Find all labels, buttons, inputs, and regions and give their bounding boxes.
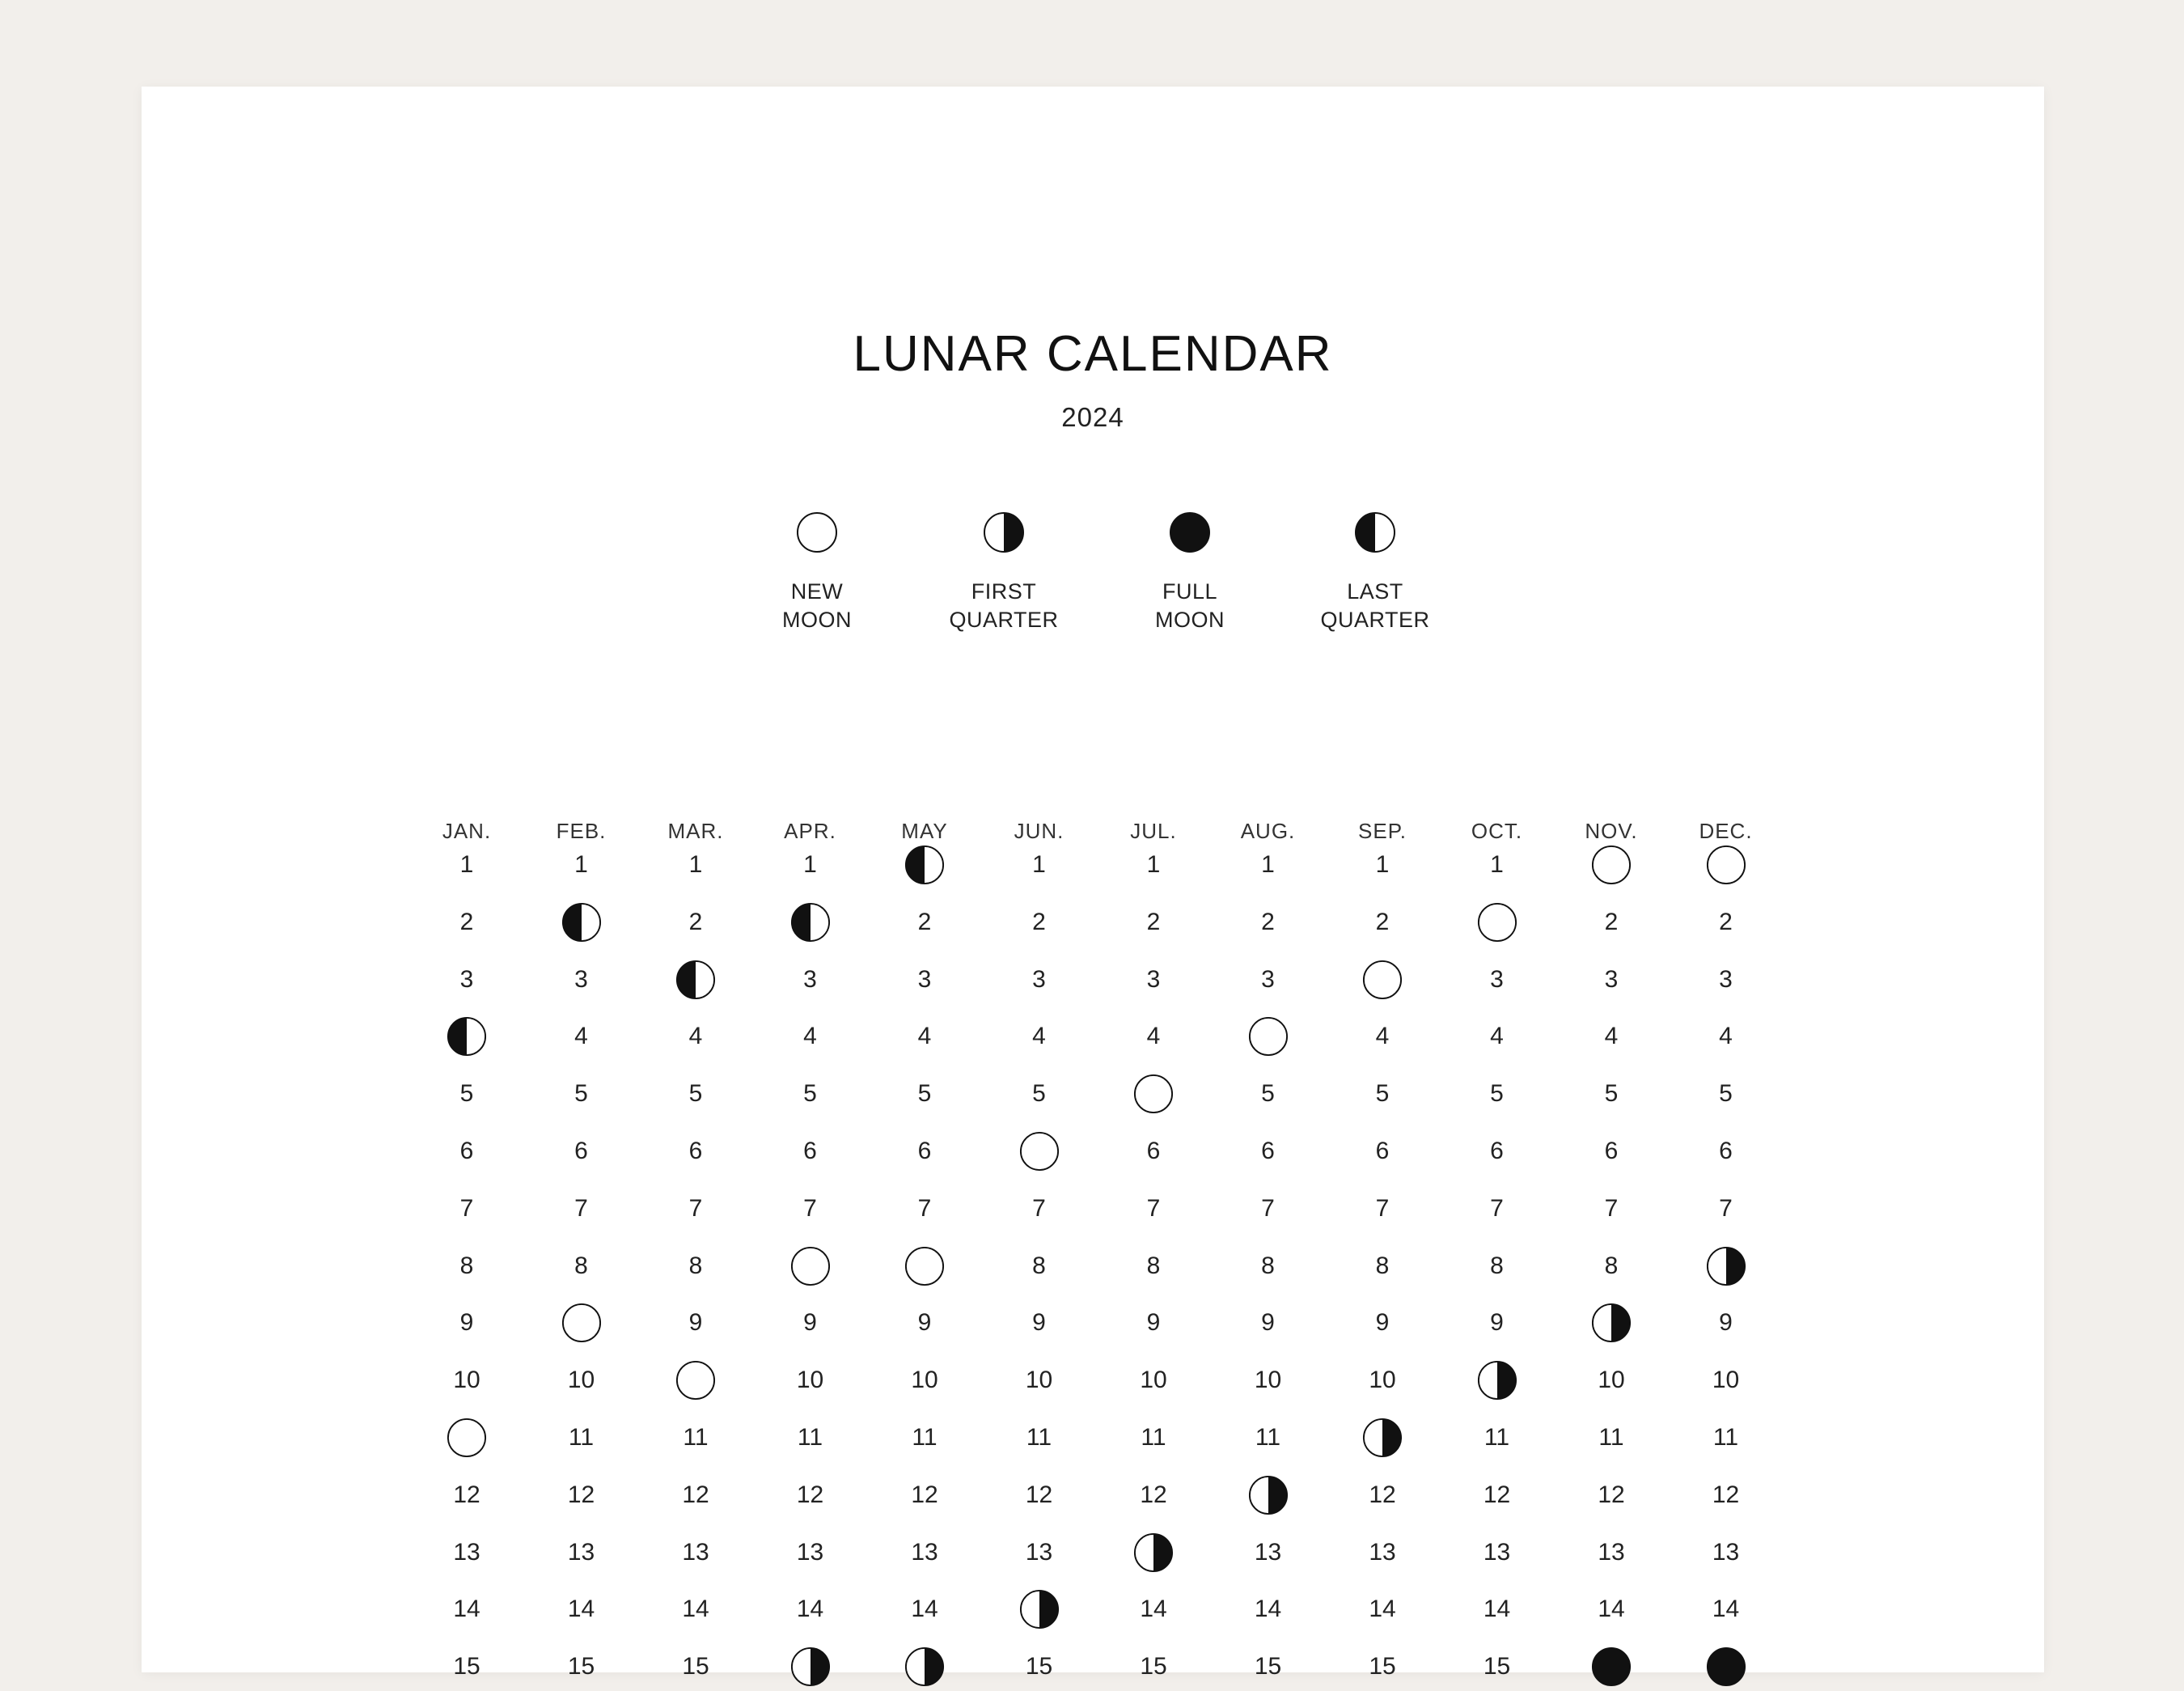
day-cell: 6	[1719, 1138, 1733, 1164]
first-moon-icon	[904, 1646, 945, 1687]
day-cell: 12	[1369, 1481, 1396, 1508]
day-cell: 15	[567, 1653, 595, 1680]
day-cell: 13	[567, 1538, 595, 1566]
day-cell: 2	[1719, 908, 1733, 935]
day-cell	[1670, 1242, 1783, 1290]
day-cell: 1	[574, 851, 588, 878]
day-cell: 1	[1490, 851, 1504, 878]
new-moon-icon	[790, 1246, 831, 1286]
day-cell: 10	[911, 1367, 938, 1394]
day-cell: 7	[1490, 1194, 1504, 1222]
day-cell: 14	[1598, 1596, 1625, 1623]
day-cell: 13	[1369, 1538, 1396, 1566]
day-cell: 5	[917, 1080, 932, 1108]
day-cell: 9	[803, 1309, 817, 1337]
full-moon-icon	[1591, 1646, 1632, 1687]
day-cell: 2	[1261, 908, 1275, 935]
day-cell: 9	[1719, 1309, 1733, 1337]
day-cell: 6	[1146, 1138, 1161, 1164]
day-cell: 6	[917, 1138, 932, 1164]
day-cell: 9	[1261, 1309, 1275, 1337]
day-cell: 11	[1598, 1424, 1624, 1451]
day-cell: 3	[1604, 965, 1619, 993]
day-cell: 7	[1719, 1194, 1733, 1222]
day-cell: 11	[1141, 1424, 1166, 1451]
day-cell: 5	[1375, 1080, 1390, 1108]
day-cell: 7	[574, 1194, 588, 1222]
month-header: OCT.	[1471, 819, 1523, 843]
day-cell: 5	[1032, 1080, 1046, 1108]
day-cell	[1555, 1299, 1668, 1347]
day-cell: 1	[459, 851, 474, 878]
day-cell	[525, 1299, 638, 1347]
day-cell: 7	[459, 1194, 474, 1222]
new-moon-icon	[1019, 1131, 1060, 1172]
day-cell: 12	[682, 1481, 709, 1508]
day-cell: 6	[1490, 1138, 1504, 1164]
day-cell: 3	[1146, 965, 1161, 993]
day-cell	[1670, 1642, 1783, 1691]
month-header: JUN.	[1014, 819, 1064, 843]
day-cell	[1212, 1471, 1325, 1519]
day-cell: 1	[1375, 851, 1390, 878]
day-cell: 2	[459, 908, 474, 935]
day-cell: 7	[688, 1194, 703, 1222]
day-cell	[410, 1413, 523, 1462]
new-moon-icon	[447, 1418, 487, 1458]
legend-label: FULL MOON	[1155, 579, 1225, 632]
day-cell: 8	[1032, 1252, 1046, 1279]
day-cell: 11	[912, 1424, 938, 1451]
day-cell: 15	[1254, 1653, 1282, 1680]
day-cell: 9	[1146, 1309, 1161, 1337]
day-cell: 2	[688, 908, 703, 935]
last-moon-icon	[675, 960, 716, 1000]
day-cell: 12	[1712, 1481, 1740, 1508]
day-cell	[1555, 1642, 1668, 1691]
day-cell: 14	[796, 1596, 824, 1623]
day-cell: 4	[803, 1023, 817, 1050]
day-cell: 12	[911, 1481, 938, 1508]
day-cell: 12	[1140, 1481, 1167, 1508]
day-cell: 10	[1712, 1367, 1740, 1394]
day-cell: 5	[1490, 1080, 1504, 1108]
day-cell: 5	[803, 1080, 817, 1108]
day-cell: 13	[1483, 1538, 1511, 1566]
day-cell	[639, 1356, 752, 1405]
day-cell: 12	[1598, 1481, 1625, 1508]
day-cell: 11	[1484, 1424, 1510, 1451]
day-cell: 7	[1146, 1194, 1161, 1222]
day-cell: 4	[1146, 1023, 1161, 1050]
day-cell: 6	[803, 1138, 817, 1164]
month-header: APR.	[784, 819, 836, 843]
day-cell: 11	[683, 1424, 709, 1451]
day-cell: 5	[1604, 1080, 1619, 1108]
day-cell: 13	[911, 1538, 938, 1566]
day-cell: 11	[797, 1424, 823, 1451]
day-cell: 2	[1375, 908, 1390, 935]
new-moon-icon	[904, 1246, 945, 1286]
full-moon-icon	[1706, 1646, 1746, 1687]
day-cell: 1	[1146, 851, 1161, 878]
day-cell: 2	[917, 908, 932, 935]
day-cell: 4	[1604, 1023, 1619, 1050]
day-cell: 7	[1375, 1194, 1390, 1222]
day-cell: 6	[1261, 1138, 1275, 1164]
calendar-sheet	[142, 87, 2044, 1680]
day-cell: 14	[1254, 1596, 1282, 1623]
day-cell: 14	[1712, 1596, 1740, 1623]
day-cell: 10	[1025, 1367, 1053, 1394]
day-cell: 12	[796, 1481, 824, 1508]
day-cell: 9	[688, 1309, 703, 1337]
day-cell: 3	[1032, 965, 1046, 993]
month-header: JUL.	[1130, 819, 1177, 843]
first-moon-icon	[1133, 1532, 1174, 1573]
last-moon-icon	[904, 845, 945, 885]
day-cell: 5	[1719, 1080, 1733, 1108]
day-cell	[868, 1242, 981, 1290]
day-cell: 8	[459, 1252, 474, 1279]
day-cell: 4	[917, 1023, 932, 1050]
month-header: AUG.	[1240, 819, 1296, 843]
legend-label: LAST QUARTER	[1320, 579, 1430, 632]
page-title: LUNAR CALENDAR	[853, 326, 1333, 382]
day-cell: 14	[1369, 1596, 1396, 1623]
day-cell: 15	[453, 1653, 480, 1680]
day-cell: 10	[1369, 1367, 1396, 1394]
day-cell: 8	[1490, 1252, 1504, 1279]
day-cell: 10	[796, 1367, 824, 1394]
day-cell: 1	[1261, 851, 1275, 878]
day-cell: 3	[1719, 965, 1733, 993]
first-moon-icon	[1248, 1475, 1289, 1515]
day-cell: 4	[1490, 1023, 1504, 1050]
day-cell	[1441, 898, 1554, 947]
last-moon-icon	[790, 902, 831, 943]
day-cell: 11	[1255, 1424, 1281, 1451]
day-cell: 7	[1604, 1194, 1619, 1222]
day-cell: 9	[1490, 1309, 1504, 1337]
day-cell: 10	[1598, 1367, 1625, 1394]
day-cell: 12	[567, 1481, 595, 1508]
day-cell	[639, 956, 752, 1004]
day-cell: 14	[1140, 1596, 1167, 1623]
day-cell: 6	[574, 1138, 588, 1164]
day-cell	[1441, 1356, 1554, 1405]
day-cell	[983, 1585, 1096, 1634]
day-cell: 4	[1375, 1023, 1390, 1050]
day-cell: 15	[1140, 1653, 1167, 1680]
day-cell: 13	[796, 1538, 824, 1566]
day-cell: 8	[574, 1252, 588, 1279]
month-header: DEC.	[1699, 819, 1753, 843]
day-cell: 10	[1254, 1367, 1282, 1394]
day-cell: 15	[1369, 1653, 1396, 1680]
last-moon-icon	[447, 1016, 487, 1057]
day-cell: 13	[1025, 1538, 1053, 1566]
day-cell	[525, 898, 638, 947]
day-cell: 13	[1712, 1538, 1740, 1566]
day-cell: 5	[459, 1080, 474, 1108]
new-moon-icon	[675, 1360, 716, 1401]
month-header: MAR.	[667, 819, 724, 843]
day-cell: 4	[1719, 1023, 1733, 1050]
day-cell: 15	[1483, 1653, 1511, 1680]
day-cell: 12	[1483, 1481, 1511, 1508]
day-cell: 6	[1604, 1138, 1619, 1164]
first-moon-icon	[790, 1646, 831, 1687]
day-cell	[1326, 1413, 1439, 1462]
legend-label: NEW MOON	[782, 579, 852, 632]
month-header: MAY	[901, 819, 948, 843]
first-moon-icon	[1362, 1418, 1403, 1458]
day-cell: 14	[567, 1596, 595, 1623]
day-cell	[1670, 841, 1783, 889]
day-cell: 2	[1032, 908, 1046, 935]
day-cell: 5	[1261, 1080, 1275, 1108]
day-cell	[983, 1127, 1096, 1176]
day-cell: 15	[682, 1653, 709, 1680]
day-cell: 8	[1261, 1252, 1275, 1279]
new-moon-icon	[1477, 902, 1517, 943]
month-grid	[142, 87, 2044, 1680]
day-cell: 12	[1025, 1481, 1053, 1508]
day-cell: 2	[1604, 908, 1619, 935]
new-moon-icon	[1248, 1016, 1289, 1057]
day-cell: 5	[574, 1080, 588, 1108]
day-cell: 13	[453, 1538, 480, 1566]
day-cell: 8	[1146, 1252, 1161, 1279]
month-header: SEP.	[1358, 819, 1407, 843]
last-moon-icon	[561, 902, 602, 943]
day-cell	[1097, 1070, 1210, 1118]
day-cell: 8	[1375, 1252, 1390, 1279]
day-cell: 3	[1261, 965, 1275, 993]
day-cell: 7	[917, 1194, 932, 1222]
day-cell: 7	[1032, 1194, 1046, 1222]
day-cell: 11	[1712, 1424, 1739, 1451]
new-moon-icon	[1133, 1074, 1174, 1114]
day-cell: 13	[1598, 1538, 1625, 1566]
new-moon-icon	[1362, 960, 1403, 1000]
day-cell: 3	[917, 965, 932, 993]
day-cell: 3	[574, 965, 588, 993]
day-cell	[410, 1012, 523, 1061]
day-cell: 4	[688, 1023, 703, 1050]
day-cell: 15	[1025, 1653, 1053, 1680]
new-moon-icon	[561, 1303, 602, 1343]
day-cell: 11	[1026, 1424, 1052, 1451]
day-cell: 4	[574, 1023, 588, 1050]
month-header: NOV.	[1585, 819, 1638, 843]
month-header: JAN.	[442, 819, 492, 843]
day-cell: 13	[682, 1538, 709, 1566]
day-cell: 11	[568, 1424, 595, 1451]
month-header: FEB.	[556, 819, 607, 843]
day-cell: 10	[567, 1367, 595, 1394]
day-cell: 12	[453, 1481, 480, 1508]
day-cell: 14	[911, 1596, 938, 1623]
day-cell	[1212, 1012, 1325, 1061]
day-cell: 1	[1032, 851, 1046, 878]
day-cell	[754, 898, 867, 947]
day-cell: 1	[803, 851, 817, 878]
day-cell: 5	[688, 1080, 703, 1108]
day-cell: 9	[459, 1309, 474, 1337]
day-cell: 10	[1140, 1367, 1167, 1394]
day-cell: 10	[453, 1367, 480, 1394]
day-cell: 2	[1146, 908, 1161, 935]
legend-label: FIRST QUARTER	[949, 579, 1059, 632]
first-moon-icon	[1477, 1360, 1517, 1401]
first-moon-icon	[1591, 1303, 1632, 1343]
day-cell: 13	[1254, 1538, 1282, 1566]
day-cell: 8	[688, 1252, 703, 1279]
first-moon-icon	[1706, 1246, 1746, 1286]
year-label: 2024	[1061, 402, 1124, 432]
day-cell	[1097, 1528, 1210, 1577]
day-cell: 3	[459, 965, 474, 993]
day-cell	[754, 1242, 867, 1290]
day-cell: 6	[459, 1138, 474, 1164]
day-cell: 14	[453, 1596, 480, 1623]
day-cell: 9	[917, 1309, 932, 1337]
new-moon-icon	[1706, 845, 1746, 885]
day-cell	[868, 841, 981, 889]
day-cell: 9	[1032, 1309, 1046, 1337]
first-moon-icon	[1019, 1589, 1060, 1630]
day-cell: 4	[1032, 1023, 1046, 1050]
day-cell: 3	[803, 965, 817, 993]
day-cell: 14	[1483, 1596, 1511, 1623]
day-cell: 1	[688, 851, 703, 878]
day-cell	[1555, 841, 1668, 889]
day-cell: 7	[803, 1194, 817, 1222]
day-cell: 9	[1375, 1309, 1390, 1337]
new-moon-icon	[1591, 845, 1632, 885]
day-cell	[1326, 956, 1439, 1004]
day-cell	[868, 1642, 981, 1691]
day-cell	[754, 1642, 867, 1691]
day-cell: 6	[688, 1138, 703, 1164]
day-cell: 3	[1490, 965, 1504, 993]
day-cell: 7	[1261, 1194, 1275, 1222]
day-cell: 8	[1604, 1252, 1619, 1279]
day-cell: 14	[682, 1596, 709, 1623]
day-cell: 6	[1375, 1138, 1390, 1164]
